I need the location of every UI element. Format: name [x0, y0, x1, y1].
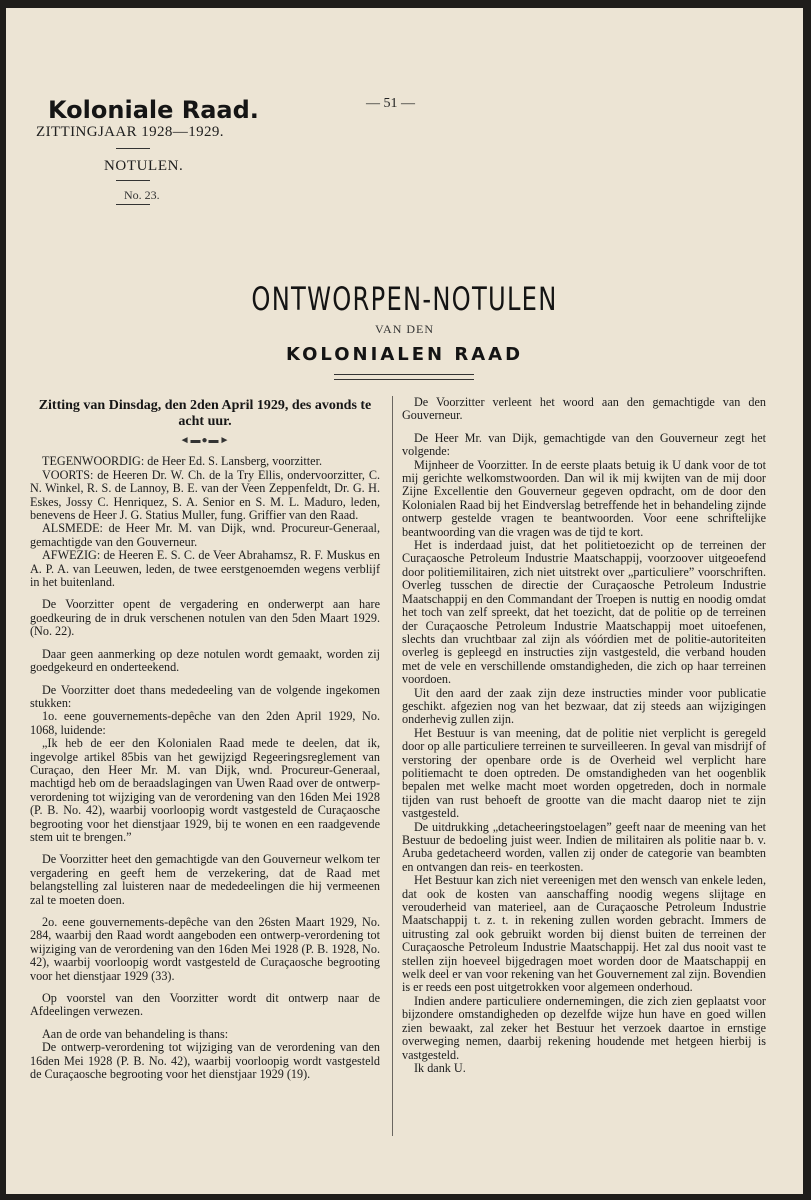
- paragraph: 2o. eene gouvernements-depêche van den 26sten Maart 1929, No. 284, waarbij den Raad wordt aangeboden een ontwerp-verordening tot wijziging van de verordening van den 16den Mei 1928 (P. B. 1928, No. 42), waarbij voorloopig wordt vastgesteld de Curaçaosche begrooting voor het dienstjaar 1929 (33).: [30, 915, 380, 983]
- document-page: [6, 8, 803, 1194]
- paragraph: De Voorzitter verleent het woord aan den gemachtigde van den Gouverneur.: [402, 395, 766, 423]
- document-title: ONTWORPEN-NOTULEN: [251, 280, 558, 318]
- paragraph: Daar geen aanmerking op deze notulen wordt gemaakt, worden zij goedgekeurd en onderteekend.: [30, 646, 380, 675]
- council-banner: KOLONIALEN RAAD: [285, 344, 524, 365]
- paragraph: Aan de orde van behandeling is thans:: [42, 1026, 229, 1041]
- paragraph: Het Bestuur is van meening, dat de politie niet verplicht is geregeld door op alle particuliere terreinen te surveilleeren. In geval van misdrijf of verstoring der openbare orde is de Overheid wel verplicht hare politiemacht te doen optreden. De omstandigheden van het oogenblik bepalen met welke macht moet worden opgetreden, doch in normale tijden van rust behoeft de grootte van die macht daarop niet te zijn vastgesteld.: [402, 725, 766, 821]
- session-year: ZITTINGJAAR 1928—1929.: [36, 124, 224, 140]
- paragraph: De Heer Mr. van Dijk, gemachtigde van den Gouverneur zegt het volgende:: [402, 430, 766, 459]
- paragraph: Ik dank U.: [414, 1060, 466, 1075]
- paragraph: De Voorzitter doet thans mededeeling van de volgende ingekomen stukken:: [30, 682, 380, 710]
- notulen-label: NOTULEN.: [104, 158, 184, 174]
- header-divider: [116, 204, 150, 205]
- header-divider: [116, 180, 150, 181]
- title-double-rule: [334, 374, 474, 380]
- paragraph: VOORTS: de Heeren Dr. W. Ch. de la Try Ellis, ondervoorzitter, C. N. Winkel, R. S. de Lannoy, B. E. van der Veen Zeppenfeldt, Dr. G. H. Eskes, Jossy C. Henriquez, S. A. Senior en S. M. L. Maduro, leden, benevens de Heer J. G. Statius Muller, fung. Griffier van den Raad.: [30, 467, 380, 523]
- left-column: [30, 398, 380, 1081]
- paragraph: Het is inderdaad juist, dat het politietoezicht op de terreinen der Curaçaosche Petroleum Industrie Maatschappij, voorzoover uitgeoefend door politiemilitairen, zich niet uitstrekt over „particuliere” voorschriften. Overleg tusschen de directie der Curaçaosche Petroleum Industrie Maatschappij en den Commandant der Troepen is nuttig en noodig omdat het toch van zelf spreekt, dat het toezicht, dat de politie op de terreinen der Curaçaosche Petroleum Industrie Maatschappij moet uitoefenen, slechts dan vruchtbaar zal zijn als vóórdien met de politie-autoriteiten overleg is gepleegd en instructies zijn vastgesteld, die verband houden met de vele en verschillende omstandigheden, die zich op haar terreinen voordoen.: [402, 538, 766, 687]
- session-title: Zitting van Dinsdag, den 2den April 1929, des avonds te acht uur.: [38, 398, 372, 429]
- paragraph: Het Bestuur kan zich niet vereenigen met den wensch van enkele leden, dat ook de kosten van aanschaffing noodig wegens slijtage en verouderheid van materieel, aan de Curaçaosche Petroleum Industrie Maatschappij t. z. t. in rekening zullen worden gebracht. Immers de uitrusting zal ook gebruikt worden bij dienst buiten de terreinen der Curaçaosche Petroleum Industrie Maatschappij. Het zal dus nooit vast te stellen zijn hoeveel bijgedragen moet worden door de Maatschappij en welk deel er van voor rekening van het Gouvernement zal zijn. Bovendien is er reeds een post uitgetrokken voor algemeen onderhoud.: [402, 873, 766, 995]
- paragraph: AFWEZIG: de Heeren E. S. C. de Veer Abrahamsz, R. F. Muskus en A. P. A. van Leeuwen, leden, de twee eerstgenoemden wegens verblijf in het buitenland.: [30, 548, 380, 590]
- column-divider: [392, 396, 393, 1136]
- paragraph: ALSMEDE: de Heer Mr. M. van Dijk, wnd. Procureur-Generaal, gemachtigde van den Gouverneur.: [30, 521, 380, 549]
- paragraph: „Ik heb de eer den Kolonialen Raad mede te deelen, dat ik, ingevolge artikel 85bis van het gewijzigd Regeeringsreglement van Curaçao, den Heer Mr. M. van Dijk, wnd. Procureur-Generaal, machtigd heb om de beraadslagingen van Uwen Raad over de ontwerp-verordening tot wijziging van de verordening van den 16den Mei 1928 (P. B. No. 42), waarbij voorloopig wordt vastgesteld de Curaçaosche begrooting voor het dienstjaar 1929, bij te wonen en een raadgevende stem uit te brengen.”: [30, 736, 380, 844]
- page-number: — 51 —: [366, 96, 415, 111]
- paragraph: De Voorzitter opent de vergadering en onderwerpt aan hare goedkeuring de in druk verschenen notulen van den 5den Maart 1929. (No. 22).: [30, 597, 380, 639]
- header-title: Koloniale Raad.: [48, 96, 259, 124]
- paragraph: De uitdrukking „detacheeringstoelagen” geeft naar de meening van het Bestuur de bedoeling juist weer. Indien de militairen als politie naar b. v. Aruba gedetacheerd worden, vallen zij onder de categorie van beambten en ontvangen dan reis- en teerkosten.: [402, 819, 766, 874]
- paragraph: Mijnheer de Voorzitter. In de eerste plaats betuig ik U dank voor de tot mij gerichte welkomstwoorden. Dan wil ik mij kwijten van de mij door Zijne Excellentie den Gouverneur gegeven opdracht, om de door den Kolonialen Raad bij het Eindverslag betreffende het in behandeling zijnde ontwerp gestelde vragen te beantwoorden. Voor eene schriftelijke beantwoording van die vragen was de tijd te kort.: [402, 457, 766, 539]
- paragraph: 1o. eene gouvernements-depêche van den 2den April 1929, No. 1068, luidende:: [30, 709, 380, 737]
- paragraph: De Voorzitter heet den gemachtigde van den Gouverneur welkom ter vergadering en geeft hem de verzekering, dat de Raad met belangstelling zal luisteren naar de mededeelingen die hij vermeenen zal te moeten doen.: [30, 852, 380, 907]
- paragraph: Uit den aard der zaak zijn deze instructies minder voor publicatie geschikt. afgezien nog van het bezwaar, dat zij steeds aan wijzigingen onderhevig zullen zijn.: [402, 685, 766, 727]
- document-subtitle: VAN DEN: [374, 322, 435, 336]
- notulen-number: No. 23.: [124, 188, 160, 202]
- header-divider: [116, 148, 150, 149]
- paragraph: TEGENWOORDIG: de Heer Ed. S. Lansberg, voorzitter.: [42, 454, 323, 469]
- paragraph: Op voorstel van den Voorzitter wordt dit ontwerp naar de Afdeelingen verwezen.: [30, 991, 380, 1019]
- paragraph: De ontwerp-verordening tot wijziging van de verordening van den 16den Mei 1928 (P. B. No. 42), waarbij voorloopig wordt vastgesteld de Curaçaosche begrooting voor het dienstjaar 1929 (19).: [30, 1040, 380, 1082]
- paragraph: Indien andere particuliere ondernemingen, die zich zien geplaatst voor bijzondere omstandigheden op dezelfde wijze hun have en goed willen zien bewaakt, zal zeker het Bestuur het verzoek daartoe in ernstige overweging nemen, daarbij rekening houdende met hetgeen hierbij is vastgesteld.: [402, 993, 766, 1062]
- right-column: [402, 396, 766, 1075]
- ornament-divider: ◄▬●▬►: [179, 435, 231, 446]
